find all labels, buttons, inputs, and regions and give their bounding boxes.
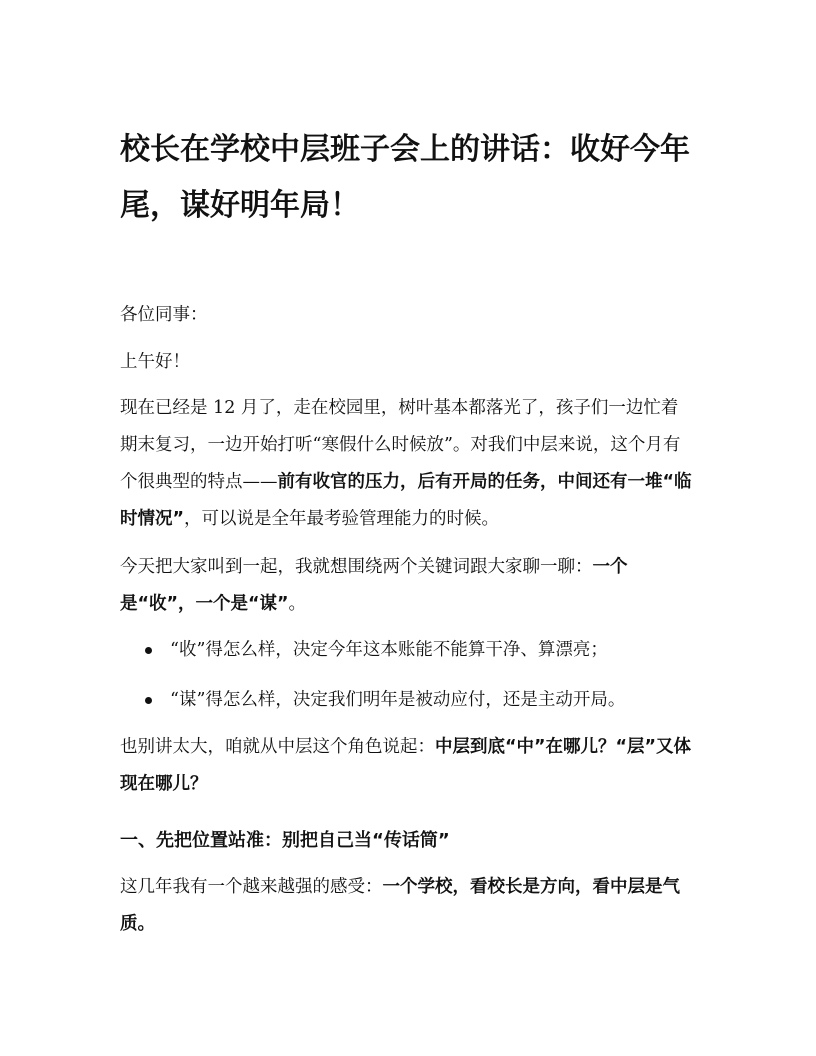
paragraph-text: 也别讲太大，咱就从中层这个角色说起： — [120, 737, 435, 757]
paragraph-3 — [120, 729, 692, 803]
greeting: 各位同事： — [120, 305, 208, 325]
paragraph-bold: 前有收官的压力，后有开局的任务，中间还有一堆“临时情况” — [120, 472, 692, 529]
paragraph-1 — [120, 390, 692, 538]
section-heading: 一、先把位置站准：别把自己当“传话筒” — [120, 830, 450, 851]
paragraph-bold: 一个学校，看校长是方向，看中层是气质。 — [120, 877, 680, 934]
paragraph-bold: 一个是“收”，一个是“谋” — [120, 557, 628, 614]
list-item-text: “谋”得怎么样，决定我们明年是被动应付，还是主动开局。 — [170, 690, 626, 710]
paragraph-bold: 中层到底“中”在哪儿？“层”又体现在哪儿？ — [120, 737, 692, 794]
paragraph-text: 这几年我有一个越来越强的感受： — [120, 877, 383, 897]
document-title: 校长在学校中层班子会上的讲话：收好今年尾，谋好明年局！ — [120, 132, 690, 223]
list-item-text: “收”得怎么样，决定今年这本账能不能算干净、算漂亮； — [170, 640, 608, 660]
paragraph-4 — [120, 869, 692, 943]
bullet-icon — [145, 647, 152, 654]
paragraph-text: 今天把大家叫到一起，我就想围绕两个关键词跟大家聊一聊： — [120, 557, 593, 577]
paragraph-2 — [120, 549, 692, 623]
paragraph-text: 现在已经是 12 月了，走在校园里，树叶基本都落光了，孩子们一边忙着期末复习，一边开始打听“寒假什么时候放”。对我们中层来说，这个月有个很典型的特点—— — [120, 398, 681, 492]
paragraph-text: ，可以说是全年最考验管理能力的时候。 — [184, 509, 500, 529]
paragraph-text: 。 — [288, 594, 307, 614]
bullet-icon — [145, 697, 152, 704]
salutation: 上午好！ — [120, 352, 190, 372]
